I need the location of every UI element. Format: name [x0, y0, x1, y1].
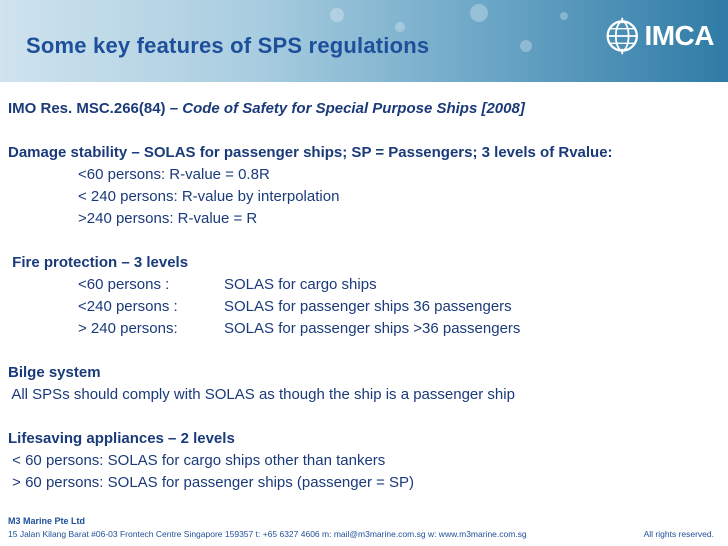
header-banner: [0, 0, 728, 82]
fire-rule: SOLAS for cargo ships: [224, 276, 377, 293]
decorative-bubble: [520, 40, 532, 52]
fire-rule: SOLAS for passenger ships 36 passengers: [224, 298, 512, 315]
damage-item: <60 persons: R-value = 0.8R: [78, 166, 270, 183]
fire-protection-heading: Fire protection – 3 levels: [8, 254, 189, 271]
reference-title: Code of Safety for Special Purpose Ships [2008]: [182, 100, 525, 117]
footer-company: M3 Marine Pte Ltd: [8, 516, 86, 526]
lifesaving-heading: Lifesaving appliances – 2 levels: [8, 430, 235, 447]
damage-item: < 240 persons: R-value by interpolation: [78, 188, 340, 205]
footer: [8, 516, 720, 544]
fire-persons: <60 persons :: [78, 276, 170, 293]
damage-stability-heading: Damage stability – SOLAS for passenger ships; SP = Passengers; 3 levels of Rvalue:: [8, 144, 613, 161]
fire-row: [8, 318, 720, 340]
fire-row: [8, 296, 720, 318]
bilge-heading: Bilge system: [8, 364, 101, 381]
logo-text: IMCA: [644, 20, 714, 51]
decorative-bubble: [330, 8, 344, 22]
decorative-bubble: [395, 22, 405, 32]
decorative-bubble: [470, 4, 488, 22]
imca-logo: [604, 16, 714, 56]
slide-content: [8, 98, 720, 494]
damage-item: >240 persons: R-value = R: [78, 210, 258, 227]
decorative-bubble: [560, 12, 568, 20]
lifesaving-item: < 60 persons: SOLAS for cargo ships other than tankers: [8, 452, 386, 469]
bilge-text: All SPSs should comply with SOLAS as though the ship is a passenger ship: [8, 386, 515, 403]
fire-rule: SOLAS for passenger ships >36 passengers: [224, 320, 521, 337]
fire-row: [8, 274, 720, 296]
fire-persons: <240 persons :: [78, 298, 178, 315]
lifesaving-item: > 60 persons: SOLAS for passenger ships (passenger = SP): [8, 474, 415, 491]
reference-prefix: IMO Res. MSC.266(84) –: [8, 100, 183, 117]
page-title: Some key features of SPS regulations: [26, 33, 430, 58]
footer-rights: All rights reserved.: [643, 529, 714, 539]
fire-persons: > 240 persons:: [78, 320, 178, 337]
regulation-reference: [8, 98, 720, 120]
globe-icon: [604, 16, 640, 56]
footer-address: 15 Jalan Kilang Barat #06-03 Frontech Centre Singapore 159357 t: +65 6327 4606 m: mail@m3marine.com.sg w: www.m3marine.com.sg: [8, 529, 527, 539]
